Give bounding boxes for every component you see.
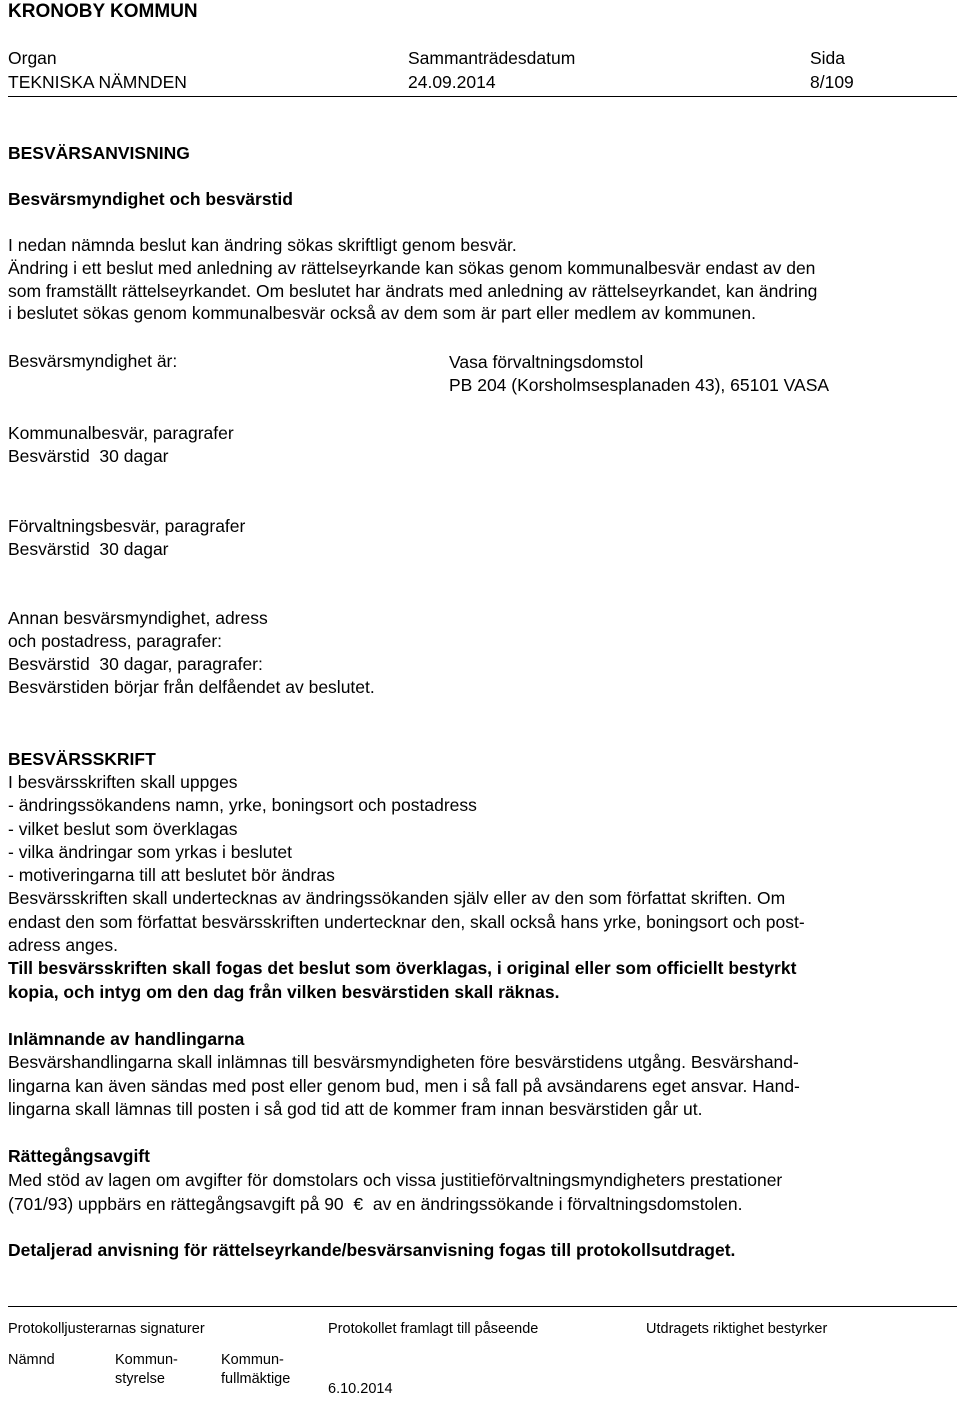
date-label: Sammanträdesdatum — [408, 48, 576, 68]
other-line: Annan besvärsmyndighet, adress — [8, 608, 268, 628]
document-title: BESVÄRSANVISNING — [8, 143, 190, 163]
intro-line: Ändring i ett beslut med anledning av rättelseyrkande kan sökas genom kommunalbesvär endast av den — [8, 257, 816, 278]
other-line: Besvärstid 30 dagar, paragrafer: — [8, 654, 263, 674]
footer-divider — [8, 1306, 957, 1307]
footer-kommunstyrelse-line2: styrelse — [115, 1371, 165, 1387]
inlamnande-heading: Inlämnande av handlingarna — [8, 1029, 245, 1049]
organ-value: TEKNISKA NÄMNDEN — [8, 72, 187, 92]
section-subtitle: Besvärsmyndighet och besvärstid — [8, 189, 293, 209]
intro-line: i beslutet sökas genom kommunalbesvär också av dem som är part eller medlem av kommunen. — [8, 303, 756, 324]
footer-kommunstyrelse-line1: Kommun- — [115, 1352, 178, 1368]
kommunalbesvar-time: Besvärstid 30 dagar — [8, 446, 169, 466]
inlamnande-line: lingarna skall lämnas till posten i så god tid att de kommer fram innan besvärstiden går ut. — [8, 1099, 703, 1119]
skrift-line: adress anges. — [8, 935, 118, 956]
municipality-name: KRONOBY KOMMUN — [8, 1, 198, 22]
page-label: Sida — [810, 48, 846, 68]
skrift-bold-line: Till besvärsskriften skall fogas det beslut som överklagas, i original eller som officiellt bestyrkt — [8, 958, 797, 979]
intro-paragraph — [8, 234, 817, 325]
avgift-line: Med stöd av lagen om avgifter för domstolars och vissa justitieförvaltningsmyndigheters prestationer — [8, 1170, 783, 1190]
skrift-line: endast den som författat besvärsskriften undertecknar den, skall också hans yrke, boningsort och post- — [8, 911, 805, 932]
skrift-line: I besvärsskriften skall uppges — [8, 772, 238, 792]
footer-kommunfullmaktige-line1: Kommun- — [221, 1352, 284, 1368]
inlamnande-paragraph — [8, 1051, 800, 1122]
organ-label: Organ — [8, 48, 57, 68]
intro-line: som framställt rättelseyrkandet. Om beslutet har ändrats med anledning av rättelseyrkandet, kan ändring — [8, 280, 818, 301]
other-line: Besvärstiden börjar från delfåendet av beslutet. — [8, 677, 375, 697]
other-authority-block — [8, 607, 375, 699]
footer-namnd: Nämnd — [8, 1352, 55, 1368]
intro-line: I nedan nämnda beslut kan ändring sökas skriftligt genom besvär. — [8, 235, 517, 255]
forvaltningsbesvar-title: Förvaltningsbesvär, paragrafer — [8, 516, 246, 536]
inlamnande-line: lingarna kan även sändas med post eller genom bud, men i så fall på avsändarens eget ansvar. Hand- — [8, 1075, 800, 1096]
header-divider — [8, 96, 957, 97]
skrift-line: - vilka ändringar som yrkas i beslutet — [8, 841, 292, 862]
avgift-paragraph — [8, 1168, 782, 1216]
kommunalbesvar-title: Kommunalbesvär, paragrafer — [8, 423, 234, 443]
inlamnande-line: Besvärshandlingarna skall inlämnas till besvärsmyndigheten före besvärstidens utgång. Besvärshand- — [8, 1052, 799, 1072]
forvaltningsbesvar-time: Besvärstid 30 dagar — [8, 539, 169, 559]
skrift-line: - motiveringarna till att beslutet bör ändras — [8, 865, 335, 886]
avgift-line: (701/93) uppbärs en rättegångsavgift på 90 € av en ändringssökande i förvaltningsdomstolen. — [8, 1194, 743, 1214]
posted-date: 6.10.2014 — [328, 1381, 393, 1397]
avgift-heading: Rättegångsavgift — [8, 1146, 150, 1166]
final-note: Detaljerad anvisning för rättelseyrkande/besvärsanvisning fogas till protokollsutdraget. — [8, 1240, 736, 1260]
date-value: 24.09.2014 — [408, 72, 496, 92]
certified-label: Utdragets riktighet bestyrker — [646, 1321, 828, 1337]
skrift-bold-line: kopia, och intyg om den dag från vilken besvärstiden skall räknas. — [8, 981, 560, 1002]
authority-label: Besvärsmyndighet är: — [8, 351, 178, 371]
authority-address: PB 204 (Korsholmsesplanaden 43), 65101 VASA — [449, 375, 830, 395]
besvarsskrift-paragraph — [8, 771, 805, 1004]
authority-name: Vasa förvaltningsdomstol — [449, 352, 644, 372]
footer-kommunfullmaktige-line2: fullmäktige — [221, 1371, 291, 1387]
signature-label: Protokolljusterarnas signaturer — [8, 1321, 205, 1337]
skrift-line: - ändringssökandens namn, yrke, boningsort och postadress — [8, 795, 477, 816]
besvarsskrift-heading: BESVÄRSSKRIFT — [8, 749, 156, 769]
other-line: och postadress, paragrafer: — [8, 631, 223, 651]
posted-label: Protokollet framlagt till påseende — [328, 1321, 539, 1337]
skrift-line: Besvärsskriften skall undertecknas av ändringssökanden själv eller av den som författat skriften. Om — [8, 888, 786, 909]
page-value: 8/109 — [810, 72, 854, 92]
skrift-line: - vilket beslut som överklagas — [8, 818, 238, 839]
